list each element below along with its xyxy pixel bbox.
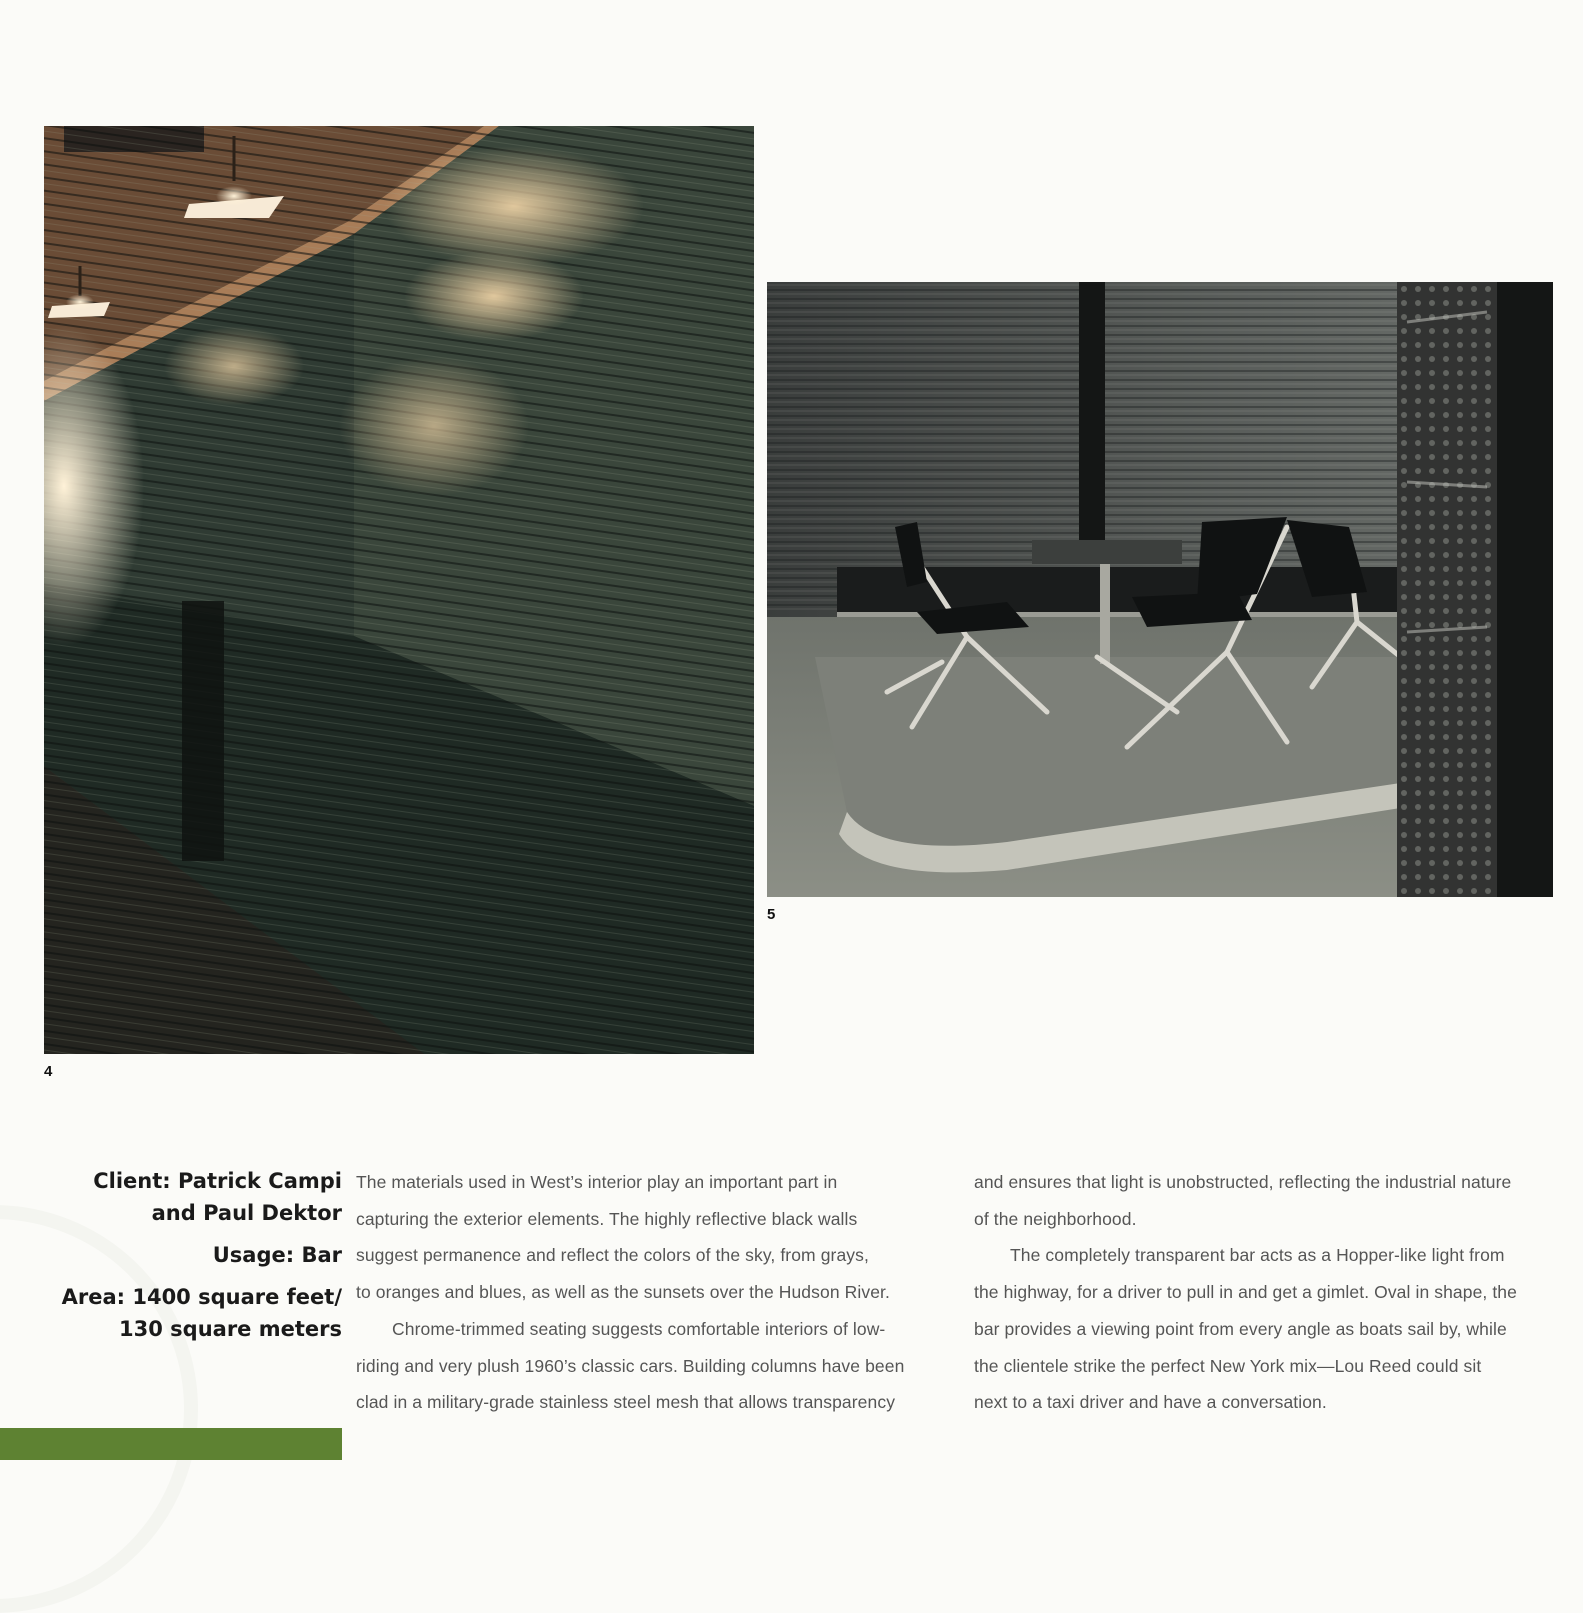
photo-number-5: 5 bbox=[767, 906, 776, 923]
body-line: The completely transparent bar acts as a Hopper-like light from bbox=[1010, 1245, 1505, 1266]
client-line-1: Client: Patrick Campi bbox=[93, 1169, 342, 1193]
photo-bar-wall bbox=[44, 126, 754, 1054]
photo-seating-area bbox=[767, 282, 1553, 897]
accent-bar bbox=[0, 1428, 342, 1460]
body-line: the clientele strike the perfect New York mix—Lou Reed could sit bbox=[974, 1355, 1482, 1376]
body-line: Chrome-trimmed seating suggests comfortable interiors of low- bbox=[392, 1318, 886, 1339]
body-column-2 bbox=[974, 1164, 1554, 1421]
body-column-1 bbox=[356, 1164, 926, 1421]
usage-line: Usage: Bar bbox=[212, 1243, 342, 1267]
body-line: next to a taxi driver and have a conversation. bbox=[974, 1392, 1327, 1413]
photo-seating-area-image bbox=[767, 282, 1553, 897]
body-line: clad in a military-grade stainless steel mesh that allows transparency bbox=[356, 1392, 896, 1413]
body-line: suggest permanence and reflect the colors of the sky, from grays, bbox=[356, 1245, 869, 1266]
body-line: of the neighborhood. bbox=[974, 1208, 1137, 1229]
body-line: capturing the exterior elements. The highly reflective black walls bbox=[356, 1208, 858, 1229]
body-line: to oranges and blues, as well as the sunsets over the Hudson River. bbox=[356, 1282, 890, 1303]
project-credits bbox=[40, 1165, 342, 1345]
body-line: the highway, for a driver to pull in and get a gimlet. Oval in shape, the bbox=[974, 1282, 1517, 1303]
body-line: and ensures that light is unobstructed, reflecting the industrial nature bbox=[974, 1172, 1512, 1192]
body-line: riding and very plush 1960’s classic cars. Building columns have been bbox=[356, 1355, 905, 1376]
body-line: bar provides a viewing point from every angle as boats sail by, while bbox=[974, 1318, 1507, 1339]
client-line-2: and Paul Dektor bbox=[151, 1201, 342, 1225]
photo-number-4: 4 bbox=[44, 1063, 53, 1080]
photo-bar-wall-image bbox=[44, 126, 754, 1054]
body-line: The materials used in West’s interior play an important part in bbox=[356, 1172, 838, 1192]
area-line-2: 130 square meters bbox=[119, 1317, 342, 1341]
area-line-1: Area: 1400 square feet/ bbox=[61, 1285, 342, 1309]
